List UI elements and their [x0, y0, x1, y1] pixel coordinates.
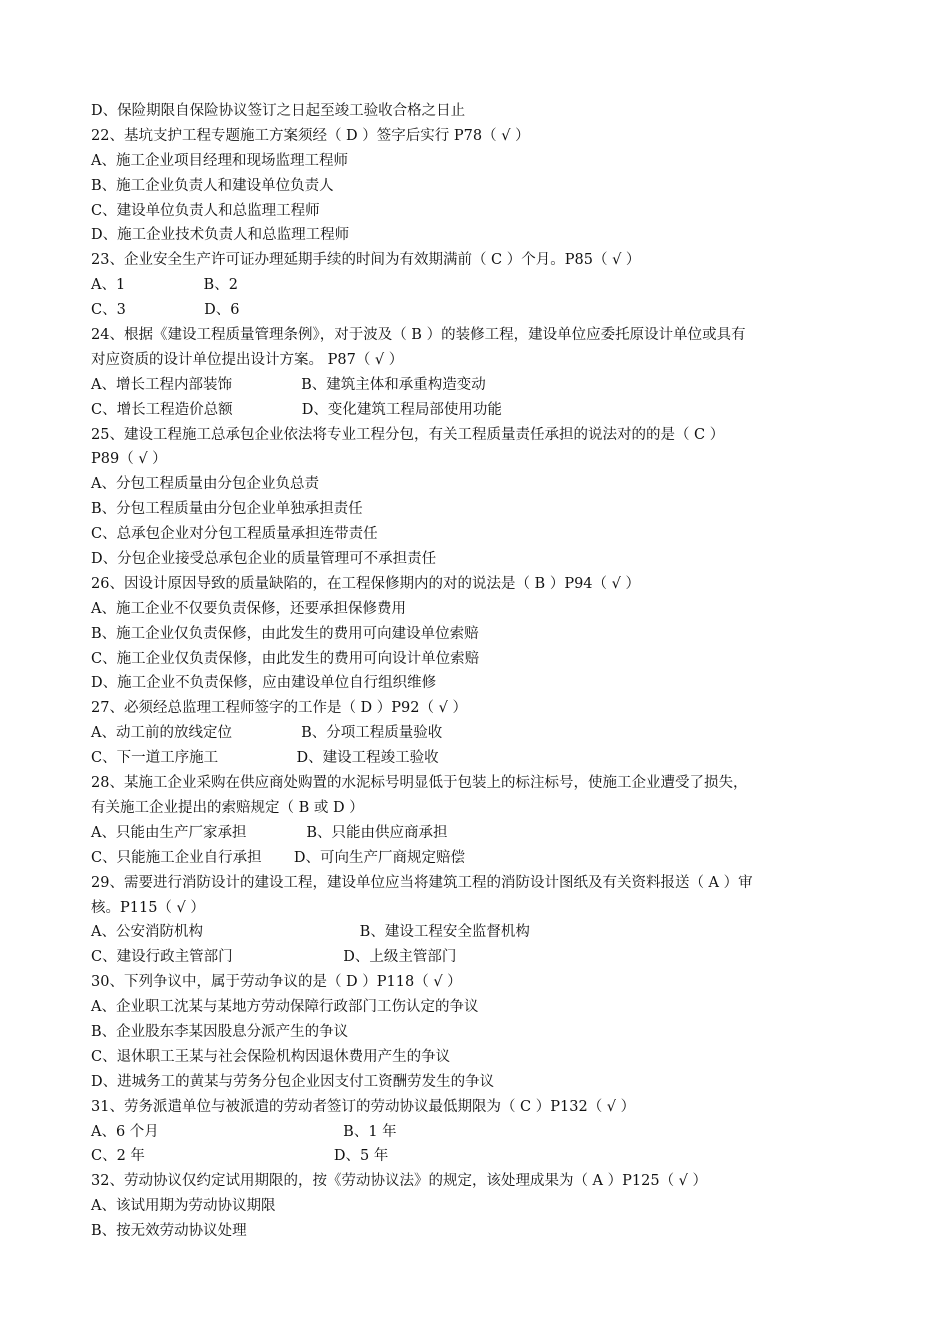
text-line: A、只能由生产厂家承担 B、只能由供应商承担 — [91, 824, 448, 841]
text-line: 28、某施工企业采购在供应商处购置的水泥标号明显低于包装上的标注标号，使施工企业遭受了损失， — [91, 775, 748, 792]
text-line: C、建设单位负责人和总监理工程师 — [91, 202, 320, 219]
text-line: P89（ √ ） — [91, 451, 167, 468]
text-line: 23、企业安全生产许可证办理延期手续的时间为有效期满前（ C ）个月。P85（ √ ） — [91, 252, 641, 269]
text-line: A、施工企业项目经理和现场监理工程师 — [91, 152, 348, 169]
text-line: C、施工企业仅负责保修，由此发生的费用可向设计单位索赔 — [91, 650, 480, 667]
text-line: D、施工企业技术负责人和总监理工程师 — [91, 227, 350, 244]
text-line: D、分包企业接受总承包企业的质量管理可不承担责任 — [91, 551, 437, 568]
text-line: B、按无效劳动协议处理 — [91, 1223, 247, 1240]
text-line: C、3 D、6 — [91, 302, 240, 319]
text-line: 27、必须经总监理工程师签字的工作是（ D ）P92（ √ ） — [91, 700, 467, 717]
text-line: C、只能施工企业自行承担 D、可向生产厂商规定赔偿 — [91, 849, 465, 866]
text-line: A、6 个月 B、1 年 — [91, 1123, 397, 1140]
text-line: D、保险期限自保险协议签订之日起至竣工验收合格之日止 — [91, 103, 466, 119]
text-line: B、企业股东李某因股息分派产生的争议 — [91, 1023, 349, 1040]
text-line: A、公安消防机构 B、建设工程安全监督机构 — [91, 924, 530, 941]
text-line: 核。P115（ √ ） — [91, 899, 205, 916]
text-line: A、分包工程质量由分包企业负总责 — [91, 476, 319, 493]
text-line: 对应资质的设计单位提出设计方案。 P87（ √ ） — [91, 351, 404, 368]
text-line: C、退休职工王某与社会保险机构因退休费用产生的争议 — [91, 1048, 451, 1065]
text-line: A、1 B、2 — [91, 277, 238, 294]
text-line: 32、劳动协议仅约定试用期限的，按《劳动协议法》的规定，该处理成果为（ A ）P125（ √ ） — [91, 1173, 708, 1190]
text-line: B、分包工程质量由分包企业单独承担责任 — [91, 501, 363, 518]
text-line: A、动工前的放线定位 B、分项工程质量验收 — [91, 725, 443, 742]
text-line: B、施工企业仅负责保修，由此发生的费用可向建设单位索赔 — [91, 625, 479, 642]
text-line: B、施工企业负责人和建设单位负责人 — [91, 177, 334, 194]
text-line: A、该试用期为劳动协议期限 — [91, 1198, 276, 1215]
text-line: 26、因设计原因导致的质量缺陷的，在工程保修期内的对的说法是（ B ）P94（ √ ） — [91, 575, 640, 592]
text-line: D、进城务工的黄某与劳务分包企业因支付工资酬劳发生的争议 — [91, 1073, 495, 1090]
text-line: 24、根据《建设工程质量管理条例》，对于波及（ B ）的装修工程，建设单位应委托原设计单位或具有 — [91, 327, 746, 344]
text-line: C、2 年 D、5 年 — [91, 1148, 389, 1165]
text-line: C、增长工程造价总额 D、变化建筑工程局部使用功能 — [91, 401, 502, 418]
text-line: A、企业职工沈某与某地方劳动保障行政部门工伤认定的争议 — [91, 999, 479, 1016]
text-line: 30、下列争议中，属于劳动争议的是（ D ）P118（ √ ） — [91, 974, 462, 991]
text-line: 29、需要进行消防设计的建设工程，建设单位应当将建筑工程的消防设计图纸及有关资料报送（ A ）审 — [91, 874, 753, 891]
text-line: C、总承包企业对分包工程质量承担连带责任 — [91, 526, 378, 543]
text-line: A、施工企业不仅要负责保修，还要承担保修费用 — [91, 600, 406, 617]
document-body — [91, 99, 871, 1244]
text-line: 有关施工企业提出的索赔规定（ B 或 D ） — [91, 799, 364, 816]
text-line: 31、劳务派遣单位与被派遣的劳动者签订的劳动协议最低期限为（ C ）P132（ √ ） — [91, 1098, 636, 1115]
text-line: D、施工企业不负责保修，应由建设单位自行组织维修 — [91, 675, 437, 692]
text-line: 25、建设工程施工总承包企业依法将专业工程分包，有关工程质量责任承担的说法对的的是（ C ） — [91, 426, 725, 443]
text-line: C、建设行政主管部门 D、上级主管部门 — [91, 949, 457, 966]
text-line: A、增长工程内部装饰 B、建筑主体和承重构造变动 — [91, 376, 486, 393]
text-line: 22、基坑支护工程专题施工方案须经（ D ）签字后实行 P78（ √ ） — [91, 127, 530, 144]
text-line: C、下一道工序施工 D、建设工程竣工验收 — [91, 750, 439, 767]
